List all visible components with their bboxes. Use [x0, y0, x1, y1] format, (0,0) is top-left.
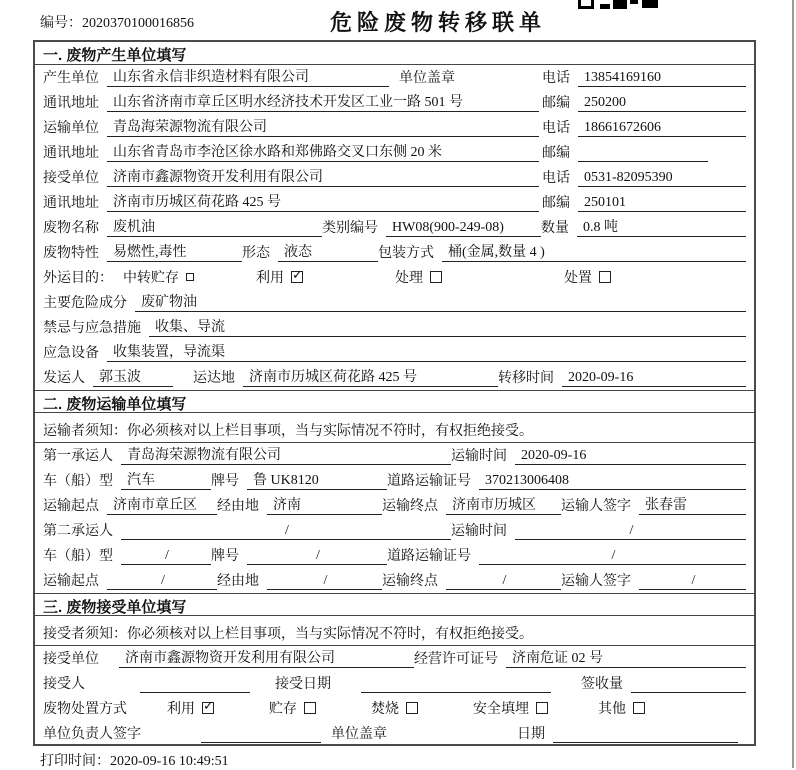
document-header — [0, 0, 756, 40]
field-label: 电话 — [542, 121, 570, 136]
row-first-vehicle — [35, 468, 754, 493]
purpose-reuse-checkbox-group — [256, 267, 303, 287]
field-value: 0.8 吨 — [577, 216, 746, 237]
check-mark-icon: ✓ — [203, 699, 214, 714]
row-producer-address — [35, 90, 754, 115]
purpose-transit-storage-checkbox-group — [123, 267, 194, 287]
field-label: 车（船）型 — [43, 549, 113, 564]
qr-code-icon — [578, 0, 658, 10]
row-emergency-measures — [35, 315, 754, 340]
method-reuse-checkbox-group — [167, 698, 214, 718]
checkbox-label: 处置 — [564, 271, 592, 286]
field-value: 鲁 UK8120 — [247, 469, 387, 490]
field-label: 通讯地址 — [43, 146, 99, 161]
field-label: 禁忌与应急措施 — [43, 321, 141, 336]
field-label: 废物处置方式 — [43, 702, 127, 717]
field-value: 收集、导流 — [149, 316, 746, 337]
method-incineration-checkbox-group — [371, 698, 418, 718]
field-label: 运输单位 — [43, 121, 99, 136]
row-receiver-unit — [35, 165, 754, 190]
qr-block — [578, 0, 594, 9]
row-producer-unit — [35, 65, 754, 90]
checkbox-label: 利用 — [256, 271, 284, 286]
row-disposal-method — [35, 696, 754, 721]
checkbox-label: 利用 — [167, 702, 195, 717]
field-value: 2020-09-16 — [562, 370, 746, 387]
field-label: 单位盖章 — [331, 727, 387, 742]
qr-block — [613, 0, 627, 9]
method-other-checkbox-group — [598, 698, 645, 718]
checkbox-label: 焚烧 — [371, 702, 399, 717]
method-incineration-checkbox — [406, 702, 418, 714]
section-receiver-title: 三. 废物接受单位填写 — [35, 593, 754, 616]
field-value: 山东省永信非织造材料有限公司 — [107, 66, 389, 87]
field-value: 济南市鑫源物资开发利用有限公司 — [107, 166, 539, 187]
checkbox-label: 贮存 — [269, 702, 297, 717]
qr-block — [642, 0, 658, 8]
field-label: 废物名称 — [43, 221, 99, 236]
field-label: 电话 — [542, 171, 570, 186]
field-value: HW08(900-249-08) — [386, 220, 541, 237]
field-label: 通讯地址 — [43, 196, 99, 211]
field-value: 青岛海荣源物流有限公司 — [107, 116, 539, 137]
field-value: / — [121, 548, 211, 565]
print-time-value: 2020-09-16 10:49:51 — [110, 754, 229, 769]
qr-block — [600, 4, 610, 9]
field-value — [201, 726, 321, 743]
page-right-edge — [792, 0, 794, 768]
method-other-checkbox — [633, 702, 645, 714]
field-value: 青岛海荣源物流有限公司 — [121, 444, 451, 465]
field-value: / — [515, 523, 746, 540]
field-label: 接受单位 — [43, 171, 99, 186]
field-label: 邮编 — [542, 96, 570, 111]
purpose-treatment-checkbox — [430, 271, 442, 283]
purpose-transit-storage-checkbox — [186, 273, 194, 281]
field-value: 250101 — [578, 195, 746, 212]
field-value: 济南市鑫源物资开发利用有限公司 — [119, 647, 414, 668]
checkbox-label: 中转贮存 — [123, 271, 179, 286]
field-label: 数量 — [541, 221, 569, 236]
checkbox-label: 处理 — [395, 271, 423, 286]
row-emergency-equipment — [35, 340, 754, 365]
section-producer-title: 一. 废物产生单位填写 — [35, 42, 754, 65]
field-label: 运达地 — [193, 371, 235, 386]
field-value: 0531-82095390 — [578, 170, 746, 187]
row-responsible-signature — [35, 721, 754, 746]
checkbox-label: 安全填埋 — [473, 702, 529, 717]
field-label: 运输终点 — [382, 574, 438, 589]
serial-number — [40, 12, 194, 32]
purpose-treatment-checkbox-group — [395, 267, 442, 287]
field-value — [140, 676, 250, 693]
print-time — [40, 750, 229, 770]
row-second-carrier — [35, 518, 754, 543]
purpose-disposal-checkbox-group — [564, 267, 611, 287]
field-value: 济南 — [267, 494, 382, 515]
field-value: / — [446, 573, 561, 590]
field-label: 运输起点 — [43, 499, 99, 514]
field-label: 外运目的： — [43, 271, 113, 286]
field-label: 牌号 — [211, 474, 239, 489]
field-value: 济南危证 02 号 — [506, 647, 746, 668]
row-first-carrier — [35, 443, 754, 468]
field-value: 张春雷 — [639, 494, 746, 515]
field-label: 发运人 — [43, 371, 85, 386]
field-label: 牌号 — [211, 549, 239, 564]
field-label: 第一承运人 — [43, 449, 113, 464]
section-transporter — [35, 390, 754, 593]
field-label: 产生单位 — [43, 71, 99, 86]
document-title: 危险废物转移联单 — [330, 10, 547, 35]
method-reuse-checkbox — [202, 699, 214, 714]
field-value — [361, 676, 551, 693]
method-landfill-checkbox-group — [473, 698, 548, 718]
row-waste-character — [35, 240, 754, 265]
field-label: 运输时间 — [451, 524, 507, 539]
field-value: / — [107, 573, 217, 590]
field-value: / — [267, 573, 382, 590]
field-value: 18661672606 — [578, 120, 746, 137]
field-value: 液态 — [278, 241, 378, 262]
section-receiver — [35, 593, 754, 746]
field-label: 经由地 — [217, 574, 259, 589]
field-value: / — [639, 573, 746, 590]
row-transporter-address — [35, 140, 754, 165]
field-value: / — [121, 523, 451, 540]
purpose-disposal-checkbox — [599, 271, 611, 283]
field-label: 运输起点 — [43, 574, 99, 589]
field-value: 250200 — [578, 95, 746, 112]
field-label: 类别编号 — [322, 221, 378, 236]
row-receive-unit — [35, 646, 754, 671]
field-label: 应急设备 — [43, 346, 99, 361]
field-label: 经营许可证号 — [414, 652, 498, 667]
purpose-reuse-checkbox — [291, 268, 303, 283]
field-label: 单位负责人签字 — [43, 727, 141, 742]
check-mark-icon: ✓ — [292, 268, 303, 283]
field-label: 车（船）型 — [43, 474, 113, 489]
field-value: / — [479, 548, 746, 565]
row-second-vehicle — [35, 543, 754, 568]
field-value: 山东省济南市章丘区明水经济技术开发区工业一路 501 号 — [107, 91, 539, 112]
field-value: 汽车 — [121, 469, 211, 490]
field-value: 郭玉波 — [93, 366, 173, 387]
field-label: 运输时间 — [451, 449, 507, 464]
qr-block — [630, 0, 638, 4]
serial-number-value: 2020370100016856 — [82, 16, 194, 31]
field-value: 废机油 — [107, 216, 322, 237]
field-label: 邮编 — [542, 146, 570, 161]
field-label: 形态 — [242, 246, 270, 261]
field-label: 经由地 — [217, 499, 259, 514]
field-label: 道路运输证号 — [387, 549, 471, 564]
form-table — [33, 40, 756, 746]
field-label: 运输人签字 — [561, 499, 631, 514]
field-label: 电话 — [542, 71, 570, 86]
field-value: 济南市历城区荷花路 425 号 — [243, 366, 498, 387]
field-label: 日期 — [517, 727, 545, 742]
row-consignor — [35, 365, 754, 390]
field-value: 山东省青岛市李沧区徐水路和郑佛路交叉口东侧 20 米 — [107, 141, 539, 162]
field-label: 包装方式 — [378, 246, 434, 261]
field-label: 运输终点 — [382, 499, 438, 514]
field-value: 收集装置，导流渠 — [107, 341, 746, 362]
field-label: 接受单位 — [43, 652, 99, 667]
row-waste-name — [35, 215, 754, 240]
field-label: 道路运输证号 — [387, 474, 471, 489]
field-value: 废矿物油 — [135, 291, 746, 312]
section-producer — [35, 42, 754, 390]
field-label: 签收量 — [581, 677, 623, 692]
section-transporter-notice: 运输者须知：你必须核对以上栏目事项，当与实际情况不符时，有权拒绝接受。 — [35, 413, 754, 443]
method-storage-checkbox-group — [269, 698, 316, 718]
section-receiver-notice: 接受者须知：你必须核对以上栏目事项，当与实际情况不符时，有权拒绝接受。 — [35, 616, 754, 646]
field-value: 370213006408 — [479, 473, 746, 490]
field-label: 接受人 — [43, 677, 85, 692]
field-value: 济南市历城区荷花路 425 号 — [107, 191, 539, 212]
field-value: / — [247, 548, 387, 565]
method-storage-checkbox — [304, 702, 316, 714]
row-transporter-unit — [35, 115, 754, 140]
row-first-route — [35, 493, 754, 518]
checkbox-label: 其他 — [598, 702, 626, 717]
field-label: 邮编 — [542, 196, 570, 211]
row-hazard-component — [35, 290, 754, 315]
print-time-label: 打印时间： — [40, 754, 110, 769]
row-receive-person — [35, 671, 754, 696]
field-value: 济南市历城区 — [446, 494, 561, 515]
field-value: 桶(金属,数量 4 ) — [442, 241, 746, 262]
field-value — [631, 676, 746, 693]
field-label: 废物特性 — [43, 246, 99, 261]
field-label: 通讯地址 — [43, 96, 99, 111]
section-transporter-title: 二. 废物运输单位填写 — [35, 390, 754, 413]
serial-number-label: 编号： — [40, 16, 82, 31]
row-receiver-address — [35, 190, 754, 215]
field-value — [578, 145, 708, 162]
field-value: 13854169160 — [578, 70, 746, 87]
field-label: 转移时间 — [498, 371, 554, 386]
field-label: 单位盖章 — [399, 71, 455, 86]
row-second-route — [35, 568, 754, 593]
field-value: 易燃性,毒性 — [107, 241, 242, 262]
field-label: 运输人签字 — [561, 574, 631, 589]
field-value — [553, 726, 738, 743]
field-label: 接受日期 — [275, 677, 331, 692]
field-label: 主要危险成分 — [43, 296, 127, 311]
field-value: 2020-09-16 — [515, 448, 746, 465]
method-landfill-checkbox — [536, 702, 548, 714]
field-label: 第二承运人 — [43, 524, 113, 539]
row-transfer-purpose — [35, 265, 754, 290]
field-value: 济南市章丘区 — [107, 494, 217, 515]
